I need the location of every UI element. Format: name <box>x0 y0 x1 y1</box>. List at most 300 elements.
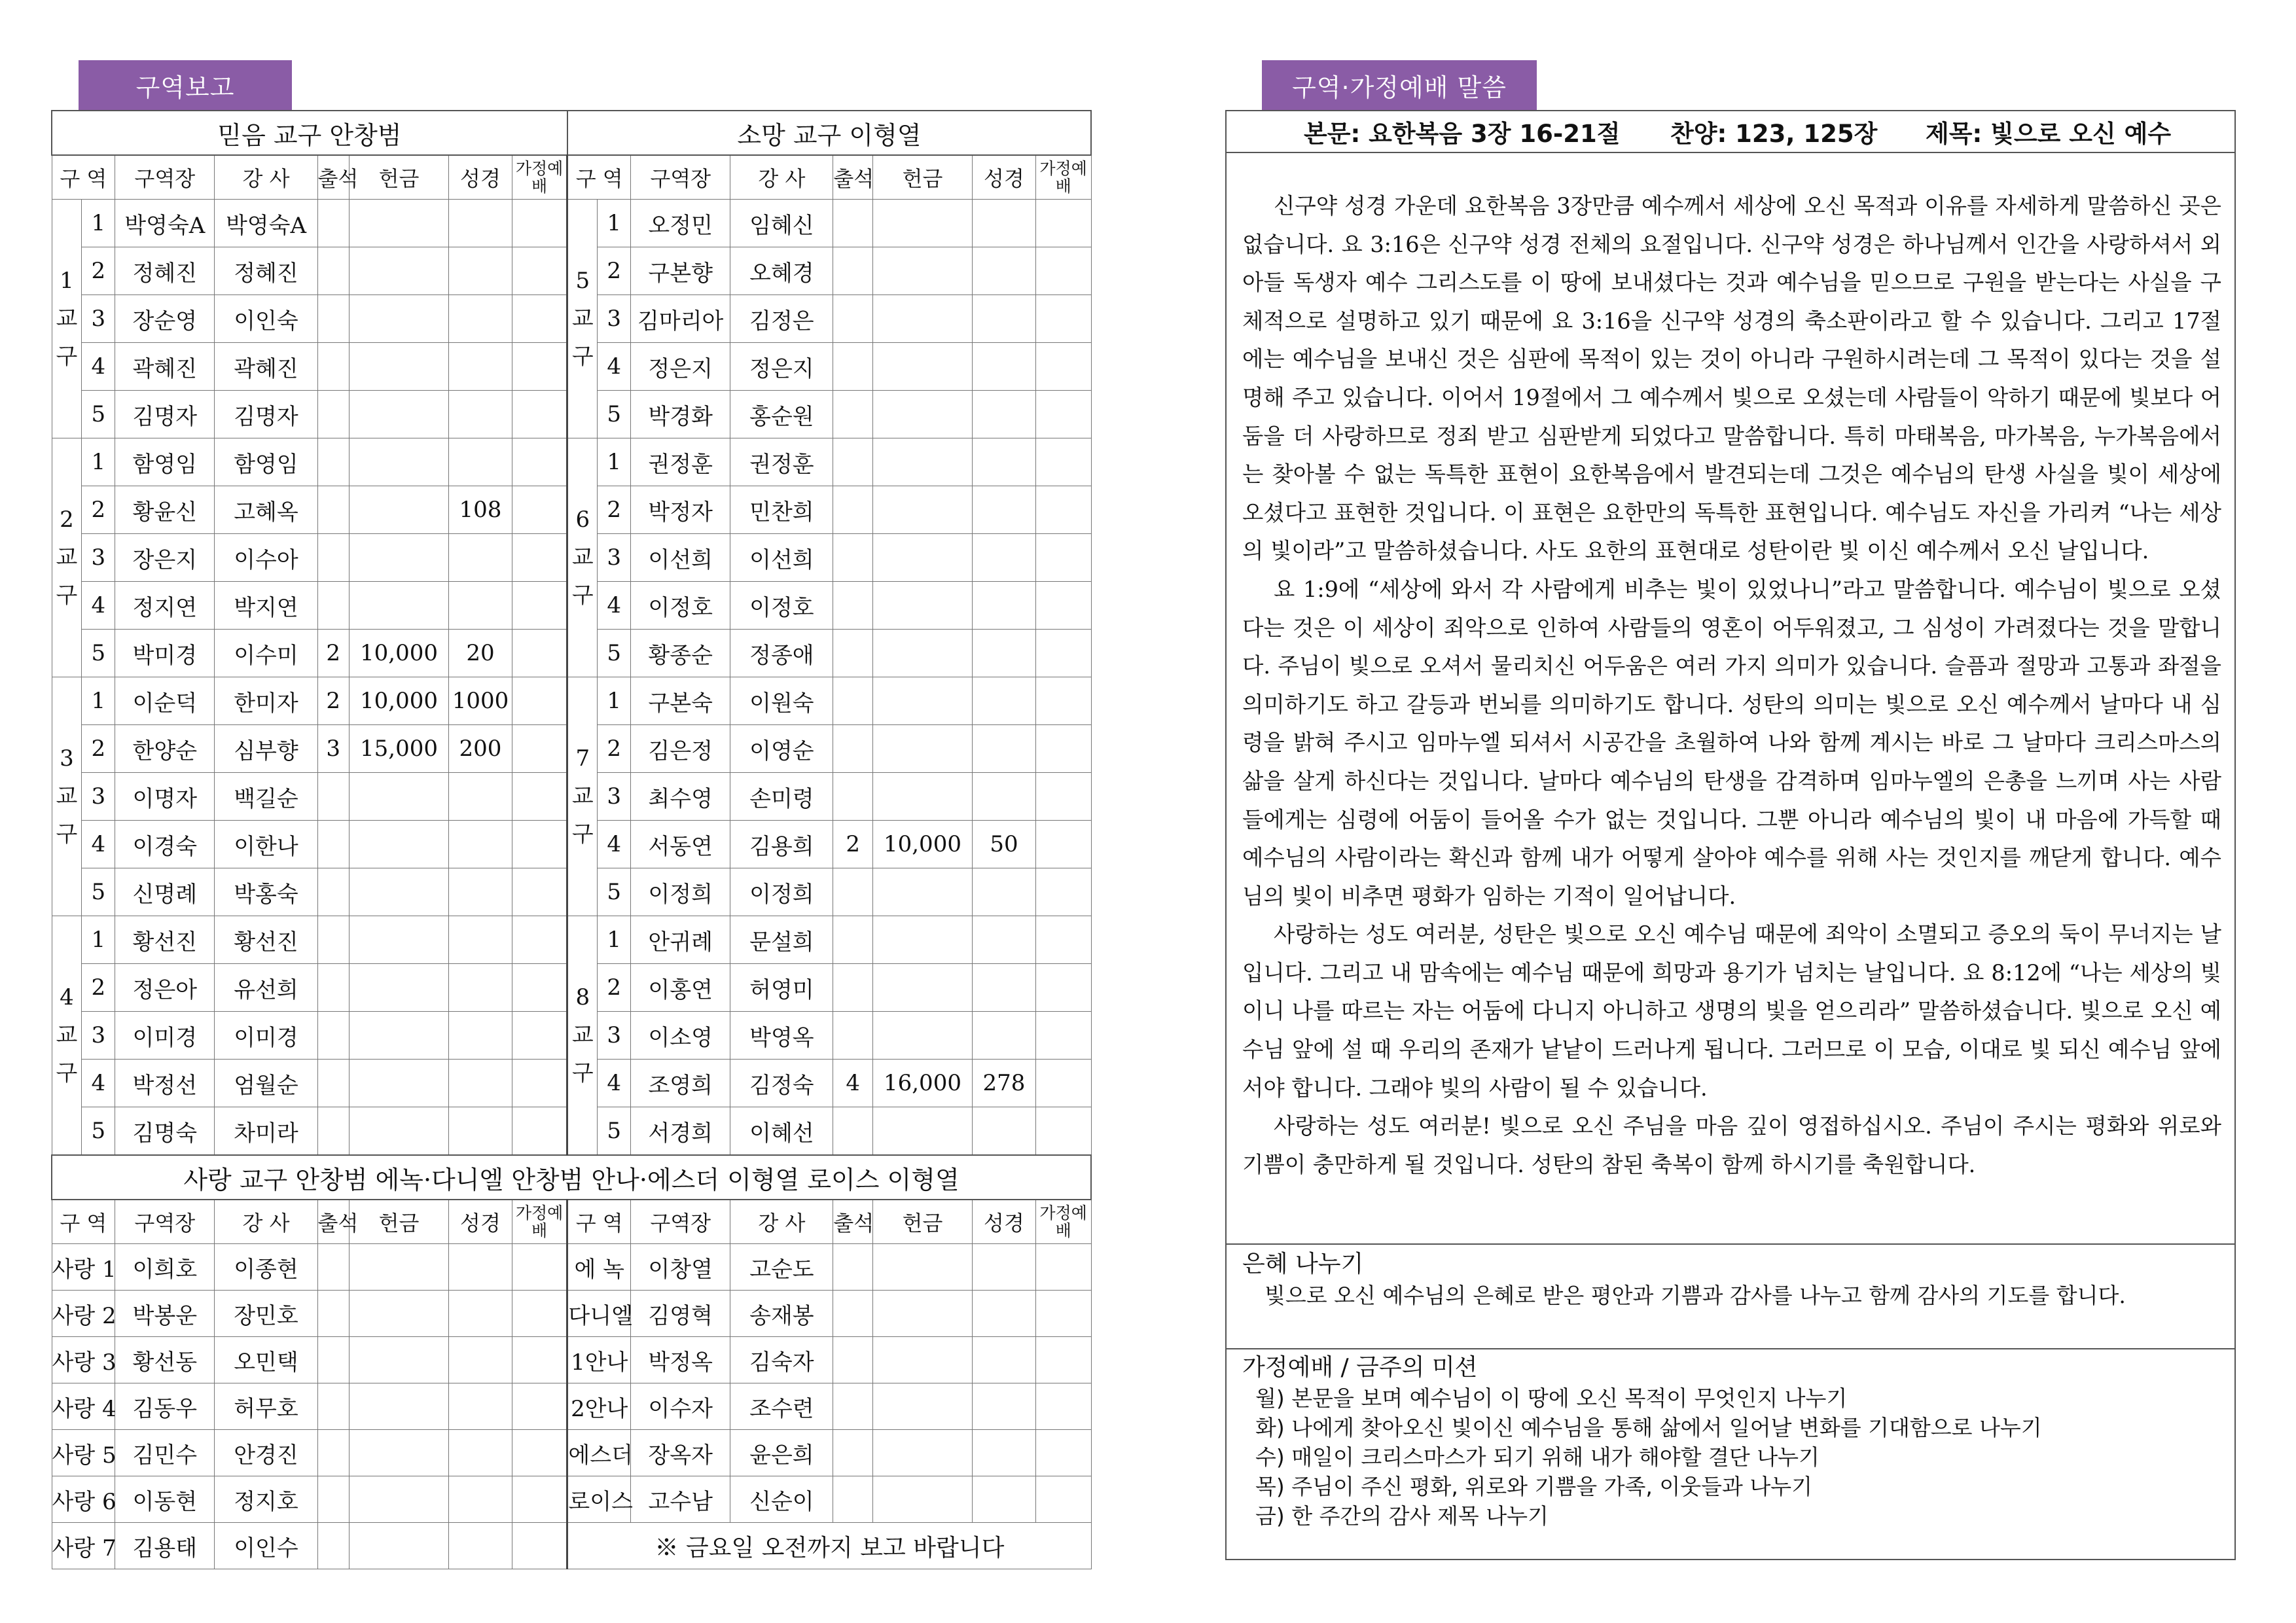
column-header: 출석 <box>833 1200 872 1244</box>
cell-teacher: 이인숙 <box>215 295 317 343</box>
cell-empty <box>833 1430 872 1476</box>
cell-att: 2 <box>317 630 349 677</box>
cell-att <box>833 438 872 486</box>
sermon-text-ref: 본문: 요한복음 3장 16-21절 <box>1304 120 1621 148</box>
column-header: 구역장 <box>631 1200 730 1244</box>
cell-empty <box>833 1244 872 1291</box>
cell-home <box>512 868 567 916</box>
cell-att <box>317 1012 349 1060</box>
parish-name: 1 교 구 <box>52 200 82 438</box>
cell-att <box>317 916 349 964</box>
cell-empty <box>872 1244 972 1291</box>
column-header: 헌금 <box>872 155 972 200</box>
cell-bible <box>973 677 1036 725</box>
cell-off <box>349 1012 448 1060</box>
cell-home <box>1035 486 1091 534</box>
cell-teacher: 이혜선 <box>730 1107 833 1156</box>
cell-empty <box>317 1383 349 1430</box>
cell-leader: 구본향 <box>631 247 730 295</box>
table-row <box>52 677 1091 725</box>
row-number: 5 <box>82 868 115 916</box>
cell-empty <box>1035 1476 1091 1523</box>
cell-home <box>512 821 567 868</box>
table-row <box>52 1291 1091 1337</box>
cell-att <box>317 1107 349 1156</box>
cell-leader: 서경희 <box>631 1107 730 1156</box>
column-header: 구역장 <box>115 1200 215 1244</box>
column-header: 가정예배 <box>512 1200 567 1244</box>
cell-att <box>317 438 349 486</box>
cell-empty <box>973 1430 1036 1476</box>
mission-item: 수) 매일이 크리스마스가 되기 위해 내가 해야할 결단 나누기 <box>1255 1444 1820 1470</box>
cell-area: 2안나 <box>567 1383 631 1430</box>
cell-bible <box>973 391 1036 438</box>
cell-bible <box>973 582 1036 630</box>
cell-leader: 황윤신 <box>115 486 215 534</box>
cell-home <box>1035 1107 1091 1156</box>
cell-teacher: 백길순 <box>215 773 317 821</box>
cell-att <box>317 391 349 438</box>
cell-teacher: 이영순 <box>730 725 833 773</box>
cell-teacher: 안경진 <box>215 1430 317 1476</box>
column-header: 강 사 <box>730 1200 833 1244</box>
cell-bible <box>973 343 1036 391</box>
cell-att: 2 <box>833 821 872 868</box>
cell-bible: 20 <box>449 630 512 677</box>
cell-leader: 이정희 <box>631 868 730 916</box>
mission-heading: 가정예배 / 금주의 미션 <box>1242 1354 1478 1381</box>
row-number: 3 <box>82 534 115 582</box>
cell-leader: 정지연 <box>115 582 215 630</box>
cell-teacher: 엄월순 <box>215 1060 317 1107</box>
report-panel <box>51 110 1092 1576</box>
cell-leader: 황종순 <box>631 630 730 677</box>
cell-teacher: 조수련 <box>730 1383 833 1430</box>
cell-att <box>317 1060 349 1107</box>
cell-att <box>317 964 349 1012</box>
cell-empty <box>449 1291 512 1337</box>
cell-home <box>1035 343 1091 391</box>
cell-home <box>512 916 567 964</box>
cell-off <box>872 1012 972 1060</box>
cell-empty <box>317 1244 349 1291</box>
column-header: 헌금 <box>872 1200 972 1244</box>
cell-off: 15,000 <box>349 725 448 773</box>
cell-empty <box>872 1337 972 1383</box>
parish-name: 4 교 구 <box>52 916 82 1156</box>
parish-name: 5 교 구 <box>567 200 598 438</box>
cell-bible <box>449 534 512 582</box>
cell-off <box>349 247 448 295</box>
cell-empty <box>833 1383 872 1430</box>
cell-att <box>833 1107 872 1156</box>
mission-item: 목) 주님이 주신 평화, 위로와 기쁨을 가족, 이웃들과 나누기 <box>1255 1474 1812 1499</box>
cell-off <box>349 343 448 391</box>
cell-leader: 장옥자 <box>631 1430 730 1476</box>
cell-teacher: 이미경 <box>215 1012 317 1060</box>
cell-off <box>349 295 448 343</box>
cell-teacher: 김명자 <box>215 391 317 438</box>
cell-off <box>872 486 972 534</box>
cell-home <box>512 630 567 677</box>
cell-teacher: 함영임 <box>215 438 317 486</box>
cell-teacher: 김용희 <box>730 821 833 868</box>
cell-teacher: 오민택 <box>215 1337 317 1383</box>
cell-off <box>872 1107 972 1156</box>
cell-empty <box>349 1383 448 1430</box>
cell-bible <box>449 964 512 1012</box>
cell-off <box>872 725 972 773</box>
cell-leader: 이명자 <box>115 773 215 821</box>
row-number: 1 <box>598 916 631 964</box>
parish-name: 7 교 구 <box>567 677 598 916</box>
cell-bible <box>449 1107 512 1156</box>
cell-teacher: 이정희 <box>730 868 833 916</box>
cell-empty <box>872 1291 972 1337</box>
row-number: 2 <box>82 247 115 295</box>
left-tab: 구역보고 <box>79 60 292 110</box>
cell-att <box>317 821 349 868</box>
cell-off <box>872 868 972 916</box>
row-number: 5 <box>82 391 115 438</box>
cell-bible <box>449 200 512 247</box>
cell-home <box>512 534 567 582</box>
cell-att <box>833 534 872 582</box>
cell-empty <box>1035 1383 1091 1430</box>
cell-leader: 김명숙 <box>115 1107 215 1156</box>
cell-off <box>349 1107 448 1156</box>
cell-bible <box>973 868 1036 916</box>
cell-teacher: 송재봉 <box>730 1291 833 1337</box>
cell-leader: 서동연 <box>631 821 730 868</box>
cell-bible <box>449 916 512 964</box>
cell-att <box>317 868 349 916</box>
cell-leader: 정은아 <box>115 964 215 1012</box>
sermon-hymn: 찬양: 123, 125장 <box>1670 120 1878 148</box>
cell-leader: 김민수 <box>115 1430 215 1476</box>
cell-teacher: 민찬희 <box>730 486 833 534</box>
cell-bible: 108 <box>449 486 512 534</box>
cell-home <box>512 486 567 534</box>
cell-teacher: 권정훈 <box>730 438 833 486</box>
table-row <box>52 1523 1091 1569</box>
sermon-paragraph: 신구약 성경 가운데 요한복음 3장만큼 예수께서 세상에 오신 목적과 이유를 자세하게 말씀하신 곳은 없습니다. 요 3:16은 신구약 성경 전체의 요절입니다. 신구약 성경은 하나님께서 인간을 사랑하셔서 외아들 독생자 예수 그리스도를 이 땅에 보내셨다는 것과 예수님을 믿으므로 구원을 받는다는 사실을 구체적으로 설명하고 있기 때문에 요 3:16을 신구약 성경의 축소판이라고 할 수 있습니다. 그리고 17절에는 예수님을 보내신 것은 심판에 목적이 있는 것이 아니라 구원하시려는데 그 목적이 있다는 것을 설명해 주고 있습니다. 이어서 19절에서 그 예수께서 빛으로 오셨는데 사람들이 악하기 때문에 빛보다 어둠을 더 사랑하므로 정죄 받고 심판받게 되었다고 말씀합니다. 특히 마태복음, 마가복음, 누가복음에서는 찾아볼 수 없는 독특한 표현이 요한복음에서 발견되는데 그것은 예수님의 탄생 사실을 빛이 세상에 오셨다고 표현한 것입니다. 이 표현은 요한만의 독특한 표현입니다. 예수님도 자신을 가리켜 “나는 세상의 빛이라”고 말씀하셨습니다. 사도 요한의 표현대로 성탄이란 빛 이신 예수께서 오신 날입니다. <box>1242 193 2221 564</box>
column-header: 가정예배 <box>1035 1200 1091 1244</box>
cell-leader: 이홍연 <box>631 964 730 1012</box>
row-number: 3 <box>598 1012 631 1060</box>
cell-leader: 구본숙 <box>631 677 730 725</box>
row-number: 4 <box>598 343 631 391</box>
cell-bible <box>449 1060 512 1107</box>
cell-home <box>1035 391 1091 438</box>
cell-home <box>1035 295 1091 343</box>
cell-leader: 정혜진 <box>115 247 215 295</box>
cell-att <box>317 486 349 534</box>
cell-empty <box>1035 1430 1091 1476</box>
cell-att <box>833 343 872 391</box>
cell-off <box>872 534 972 582</box>
column-header: 구 역 <box>567 155 631 200</box>
cell-leader: 이희호 <box>115 1244 215 1291</box>
cell-teacher: 박영숙A <box>215 200 317 247</box>
row-number: 2 <box>598 964 631 1012</box>
column-header: 헌금 <box>349 155 448 200</box>
cell-teacher: 심부향 <box>215 725 317 773</box>
cell-off <box>872 295 972 343</box>
cell-bible <box>973 630 1036 677</box>
cell-off <box>872 773 972 821</box>
cell-teacher: 유선희 <box>215 964 317 1012</box>
cell-leader: 조영희 <box>631 1060 730 1107</box>
cell-bible <box>449 868 512 916</box>
cell-leader: 이미경 <box>115 1012 215 1060</box>
cell-teacher: 허영미 <box>730 964 833 1012</box>
cell-empty <box>833 1291 872 1337</box>
row-number: 4 <box>598 821 631 868</box>
cell-teacher: 박영옥 <box>730 1012 833 1060</box>
column-header: 가정예배 <box>1035 155 1091 200</box>
row-number: 2 <box>598 247 631 295</box>
cell-teacher: 이원숙 <box>730 677 833 725</box>
cell-home <box>1035 200 1091 247</box>
cell-bible: 1000 <box>449 677 512 725</box>
cell-teacher: 박지연 <box>215 582 317 630</box>
cell-area: 사랑 1 <box>52 1244 115 1291</box>
cell-bible <box>973 964 1036 1012</box>
cell-leader: 신명례 <box>115 868 215 916</box>
cell-empty <box>317 1476 349 1523</box>
sermon-paragraph: 요 1:9에 “세상에 와서 각 사람에게 비추는 빛이 있었나니”라고 말씀합니다. 예수님이 빛으로 오셨다는 것은 이 세상이 죄악으로 인하여 사람들의 영혼이 어두워졌고, 그 심성이 가려졌다는 것을 말합니다. 주님이 빛으로 오셔서 물리치신 어두움은 여러 가지 의미가 있습니다. 슬픔과 절망과 고통과 좌절을 의미하기도 하고 갈등과 번뇌를 의미하기도 합니다. 성탄의 의미는 빛으로 오신 예수께서 날마다 내 심령을 밝혀 주시고 임마누엘 되셔서 시공간을 초월하여 나와 함께 계시는 바로 그 날마다 크리스마스의 삶을 살게 하신다는 것입니다. 날마다 예수님의 탄생을 감격하며 임마누엘의 은총을 느끼며 사는 사람들에게는 심령에 어둠이 들어올 수가 없는 것입니다. 그뿐 아니라 예수님의 빛이 내 마음에 가득할 때 예수님의 사람이라는 확신과 함께 내가 어떻게 살아야 예수를 위해 사는 것인지를 깨닫게 합니다. 예수님의 빛이 비추면 평화가 임하는 기적이 일어납니다. <box>1242 576 2221 909</box>
row-number: 2 <box>598 486 631 534</box>
cell-off <box>872 343 972 391</box>
cell-home <box>1035 438 1091 486</box>
row-number: 3 <box>598 534 631 582</box>
cell-bible: 200 <box>449 725 512 773</box>
cell-empty <box>973 1244 1036 1291</box>
cell-off <box>349 391 448 438</box>
cell-teacher: 이종현 <box>215 1244 317 1291</box>
cell-empty <box>449 1476 512 1523</box>
cell-teacher: 허무호 <box>215 1383 317 1430</box>
cell-att <box>317 200 349 247</box>
cell-leader: 안귀례 <box>631 916 730 964</box>
cell-leader: 고수남 <box>631 1476 730 1523</box>
cell-leader: 이경숙 <box>115 821 215 868</box>
cell-empty <box>512 1476 567 1523</box>
cell-att <box>833 391 872 438</box>
cell-empty <box>872 1476 972 1523</box>
cell-bible <box>973 438 1036 486</box>
cell-off: 16,000 <box>872 1060 972 1107</box>
cell-off <box>349 868 448 916</box>
parish-name: 2 교 구 <box>52 438 82 677</box>
cell-att <box>833 725 872 773</box>
cell-bible <box>973 773 1036 821</box>
cell-empty <box>349 1291 448 1337</box>
row-number: 5 <box>82 630 115 677</box>
cell-home <box>1035 964 1091 1012</box>
row-number: 1 <box>598 438 631 486</box>
cell-home <box>512 582 567 630</box>
column-header: 성경 <box>449 155 512 200</box>
cell-empty <box>449 1244 512 1291</box>
row-number: 5 <box>598 630 631 677</box>
cell-leader: 권정훈 <box>631 438 730 486</box>
parish-name: 3 교 구 <box>52 677 82 916</box>
cell-leader: 박경화 <box>631 391 730 438</box>
cell-att <box>833 247 872 295</box>
cell-empty <box>317 1430 349 1476</box>
cell-bible <box>973 295 1036 343</box>
row-number: 3 <box>82 295 115 343</box>
column-header: 헌금 <box>349 1200 448 1244</box>
cell-home <box>512 1012 567 1060</box>
cell-bible <box>449 295 512 343</box>
cell-empty <box>512 1430 567 1476</box>
cell-leader: 김용태 <box>115 1523 215 1569</box>
cell-bible <box>449 1012 512 1060</box>
cell-home <box>512 343 567 391</box>
cell-area: 사랑 4 <box>52 1383 115 1430</box>
row-number: 5 <box>82 1107 115 1156</box>
parish-name: 8 교 구 <box>567 916 598 1156</box>
cell-empty <box>317 1337 349 1383</box>
cell-home <box>1035 868 1091 916</box>
cell-empty <box>512 1337 567 1383</box>
cell-empty <box>872 1430 972 1476</box>
table-row <box>52 1430 1091 1476</box>
cell-empty <box>349 1244 448 1291</box>
cell-home <box>1035 1060 1091 1107</box>
row-number: 1 <box>82 677 115 725</box>
sermon-header <box>1227 111 2234 153</box>
cell-empty <box>833 1476 872 1523</box>
sermon-paragraph: 사랑하는 성도 여러분, 성탄은 빛으로 오신 예수님 때문에 죄악이 소멸되고 증오의 둑이 무너지는 날입니다. 그리고 내 맘속에는 예수님 때문에 희망과 용기가 넘치는 날입니다. 요 8:12에 “나는 세상의 빛이니 나를 따르는 자는 어둠에 다니지 아니하고 생명의 빛을 얻으리라” 말씀하셨습니다. 빛으로 오신 예수님 앞에 설 때 우리의 존재가 낱낱이 드러나게 됩니다. 그러므로 이 모습, 이대로 빛 되신 예수님 앞에 서야 합니다. 그래야 빛의 사람이 될 수 있습니다. <box>1242 921 2221 1101</box>
cell-teacher: 김정숙 <box>730 1060 833 1107</box>
cell-off <box>349 438 448 486</box>
cell-home <box>512 438 567 486</box>
cell-bible <box>449 582 512 630</box>
column-header: 출석 <box>317 155 349 200</box>
cell-area: 사랑 2 <box>52 1291 115 1337</box>
row-number: 4 <box>598 1060 631 1107</box>
cell-teacher: 한미자 <box>215 677 317 725</box>
table-row <box>52 916 1091 964</box>
cell-att <box>833 868 872 916</box>
cell-off <box>349 582 448 630</box>
row-number: 5 <box>598 1107 631 1156</box>
cell-teacher: 이수아 <box>215 534 317 582</box>
cell-bible <box>449 773 512 821</box>
cell-off: 10,000 <box>349 630 448 677</box>
row-number: 2 <box>82 964 115 1012</box>
cell-teacher: 이수미 <box>215 630 317 677</box>
cell-home <box>1035 725 1091 773</box>
cell-att <box>833 773 872 821</box>
cell-home <box>512 677 567 725</box>
table-row <box>52 438 1091 486</box>
cell-home <box>512 964 567 1012</box>
cell-off <box>349 534 448 582</box>
column-header: 구 역 <box>52 155 115 200</box>
table-row <box>52 1383 1091 1430</box>
cell-bible <box>449 247 512 295</box>
cell-off <box>872 247 972 295</box>
cell-off <box>872 916 972 964</box>
cell-empty <box>349 1476 448 1523</box>
cell-off <box>349 200 448 247</box>
row-number: 3 <box>598 773 631 821</box>
cell-leader: 김동우 <box>115 1383 215 1430</box>
cell-leader: 곽혜진 <box>115 343 215 391</box>
sermon-panel <box>1225 110 2236 1560</box>
cell-off <box>872 200 972 247</box>
cell-att <box>833 200 872 247</box>
cell-leader: 김명자 <box>115 391 215 438</box>
cell-leader: 황선동 <box>115 1337 215 1383</box>
cell-teacher: 신순이 <box>730 1476 833 1523</box>
column-header: 구역장 <box>631 155 730 200</box>
report-table <box>51 110 1092 1569</box>
cell-area: 다니엘 <box>567 1291 631 1337</box>
column-header: 강 사 <box>215 155 317 200</box>
cell-leader: 이동현 <box>115 1476 215 1523</box>
cell-bible <box>973 486 1036 534</box>
cell-att <box>833 630 872 677</box>
column-header: 출석 <box>317 1200 349 1244</box>
cell-area: 사랑 7 <box>52 1523 115 1569</box>
cell-att <box>317 247 349 295</box>
cell-empty <box>449 1337 512 1383</box>
cell-empty <box>512 1244 567 1291</box>
mission-item: 화) 나에게 찾아오신 빛이신 예수님을 통해 삶에서 일어날 변화를 기대함으로 나누기 <box>1255 1415 2042 1440</box>
cell-off <box>349 916 448 964</box>
row-number: 5 <box>598 391 631 438</box>
cell-att <box>833 295 872 343</box>
cell-empty <box>317 1523 349 1569</box>
parish-name: 6 교 구 <box>567 438 598 677</box>
cell-bible <box>973 247 1036 295</box>
cell-bible: 50 <box>973 821 1036 868</box>
cell-leader: 박정선 <box>115 1060 215 1107</box>
row-number: 3 <box>82 1012 115 1060</box>
cell-teacher: 차미라 <box>215 1107 317 1156</box>
right-tab: 구역·가정예배 말씀 <box>1262 60 1537 110</box>
cell-empty <box>349 1430 448 1476</box>
mission-item: 월) 본문을 보며 예수님이 이 땅에 오신 목적이 무엇인지 나누기 <box>1255 1385 1848 1411</box>
cell-att <box>833 486 872 534</box>
cell-teacher: 정혜진 <box>215 247 317 295</box>
cell-home <box>1035 534 1091 582</box>
row-number: 2 <box>598 725 631 773</box>
cell-off <box>349 773 448 821</box>
cell-att <box>833 1012 872 1060</box>
cell-off <box>872 964 972 1012</box>
grace-section <box>1227 1245 2234 1349</box>
cell-home <box>512 391 567 438</box>
cell-bible <box>973 725 1036 773</box>
sermon-paragraph: 사랑하는 성도 여러분! 빛으로 오신 주님을 마음 깊이 영접하십시오. 주님이 주시는 평화와 위로와 기쁨이 충만하게 될 것입니다. 성탄의 참된 축복이 함께 하시기를 축원합니다. <box>1242 1113 2221 1177</box>
cell-home <box>1035 773 1091 821</box>
row-number: 4 <box>82 582 115 630</box>
cell-area: 사랑 6 <box>52 1476 115 1523</box>
cell-area: 로이스 <box>567 1476 631 1523</box>
group-title-faith: 믿음 교구 안창범 <box>52 111 567 155</box>
cell-bible <box>973 916 1036 964</box>
cell-leader: 이소영 <box>631 1012 730 1060</box>
cell-home <box>512 247 567 295</box>
cell-teacher: 이한나 <box>215 821 317 868</box>
